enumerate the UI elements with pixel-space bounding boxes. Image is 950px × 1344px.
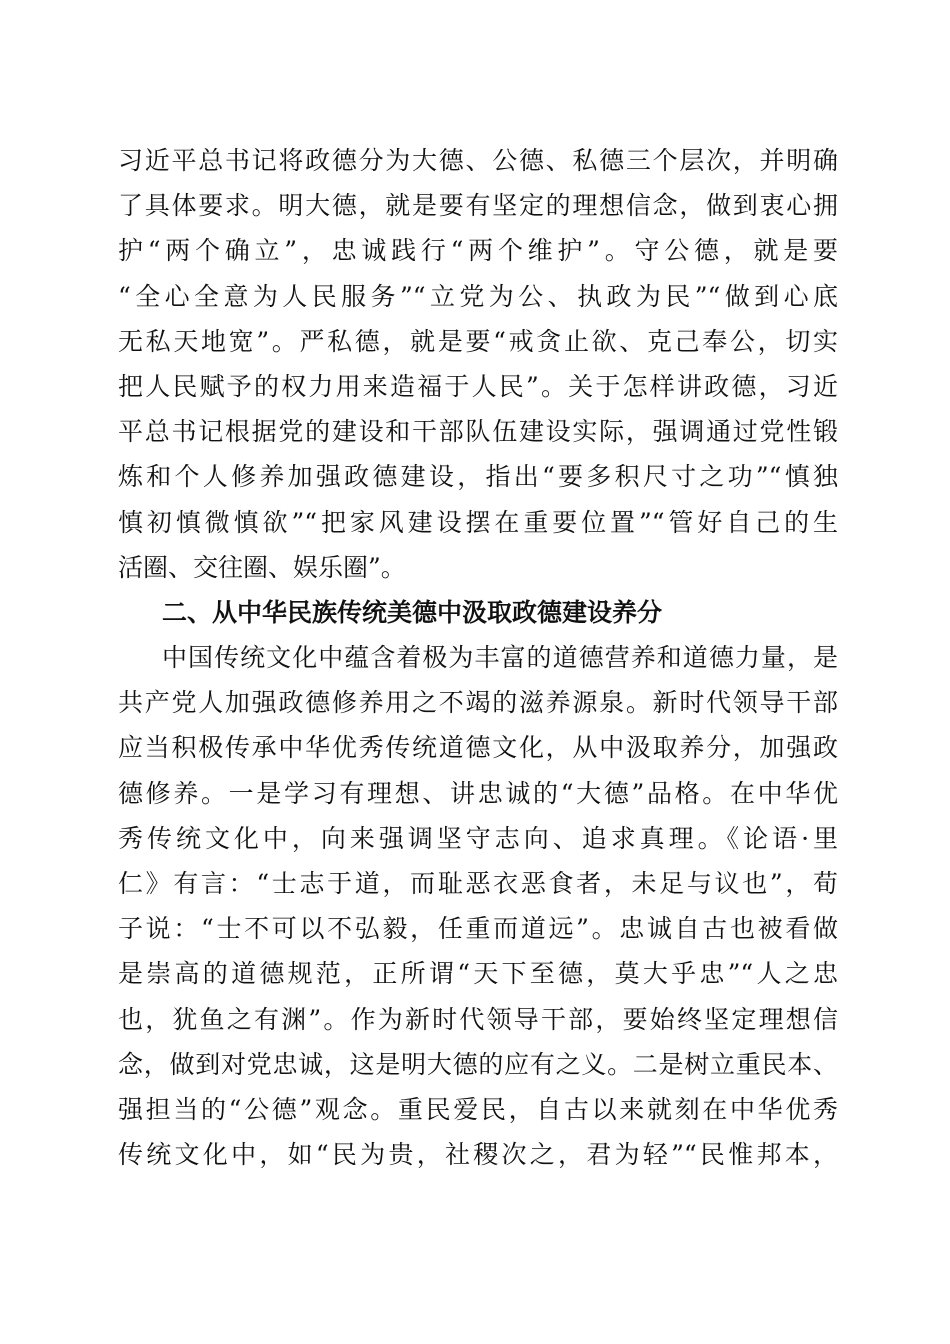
paragraph-line: 德修养。一是学习有理想、讲忠诚的“大德”品格。在中华优	[118, 778, 838, 808]
paragraph-line: 了具体要求。明大德，就是要有坚定的理想信念，做到衷心拥	[118, 191, 838, 221]
paragraph-line: 中国传统文化中蕴含着极为丰富的道德营养和道德力量，是	[162, 643, 838, 673]
paragraph-line: 传统文化中，如“民为贵，社稷次之，君为轻”“民惟邦本，	[118, 1140, 838, 1170]
paragraph-line: 无私天地宽”。严私德，就是要“戒贪止欲、克己奉公，切实	[118, 326, 838, 356]
paragraph-line: 是崇高的道德规范，正所谓“天下至德，莫大乎忠”“人之忠	[118, 959, 838, 989]
paragraph-line: 护“两个确立”，忠诚践行“两个维护”。守公德，就是要	[118, 236, 838, 266]
paragraph-line: 念，做到对党忠诚，这是明大德的应有之义。二是树立重民本、	[118, 1049, 838, 1079]
paragraph-line: 也，犹鱼之有渊”。作为新时代领导干部，要始终坚定理想信	[118, 1004, 838, 1034]
paragraph-line: 平总书记根据党的建设和干部队伍建设实际，强调通过党性锻	[118, 417, 838, 447]
paragraph-line: 共产党人加强政德修养用之不竭的滋养源泉。新时代领导干部	[118, 688, 838, 718]
paragraph-line: “全心全意为人民服务”“立党为公、执政为民”“做到心底	[118, 281, 838, 311]
paragraph-1	[118, 138, 838, 590]
paragraph-line: 强担当的“公德”观念。重民爱民，自古以来就刻在中华优秀	[118, 1094, 838, 1124]
paragraph-line: 慎初慎微慎欲”“把家风建设摆在重要位置”“管好自己的生	[118, 507, 838, 537]
paragraph-line: 应当积极传承中华优秀传统道德文化，从中汲取养分，加强政	[118, 733, 838, 763]
paragraph-line: 子说：“士不可以不弘毅，任重而道远”。忠诚自古也被看做	[118, 914, 838, 944]
paragraph-2	[118, 635, 838, 1177]
paragraph-line: 习近平总书记将政德分为大德、公德、私德三个层次，并明确	[118, 146, 838, 175]
paragraph-line: 仁》有言：“士志于道，而耻恶衣恶食者，未足与议也”，荀	[118, 869, 838, 898]
section-heading: 二、从中华民族传统美德中汲取政德建设养分	[162, 597, 663, 627]
paragraph-line: 秀传统文化中，向来强调坚守志向、追求真理。《论语·里	[118, 823, 838, 853]
paragraph-line: 把人民赋予的权力用来造福于人民”。关于怎样讲政德，习近	[118, 371, 838, 401]
paragraph-line: 活圈、交往圈、娱乐圈”。	[118, 552, 406, 582]
document-body	[118, 138, 838, 1177]
paragraph-line: 炼和个人修养加强政德建设，指出“要多积尺寸之功”“慎独	[118, 462, 838, 492]
